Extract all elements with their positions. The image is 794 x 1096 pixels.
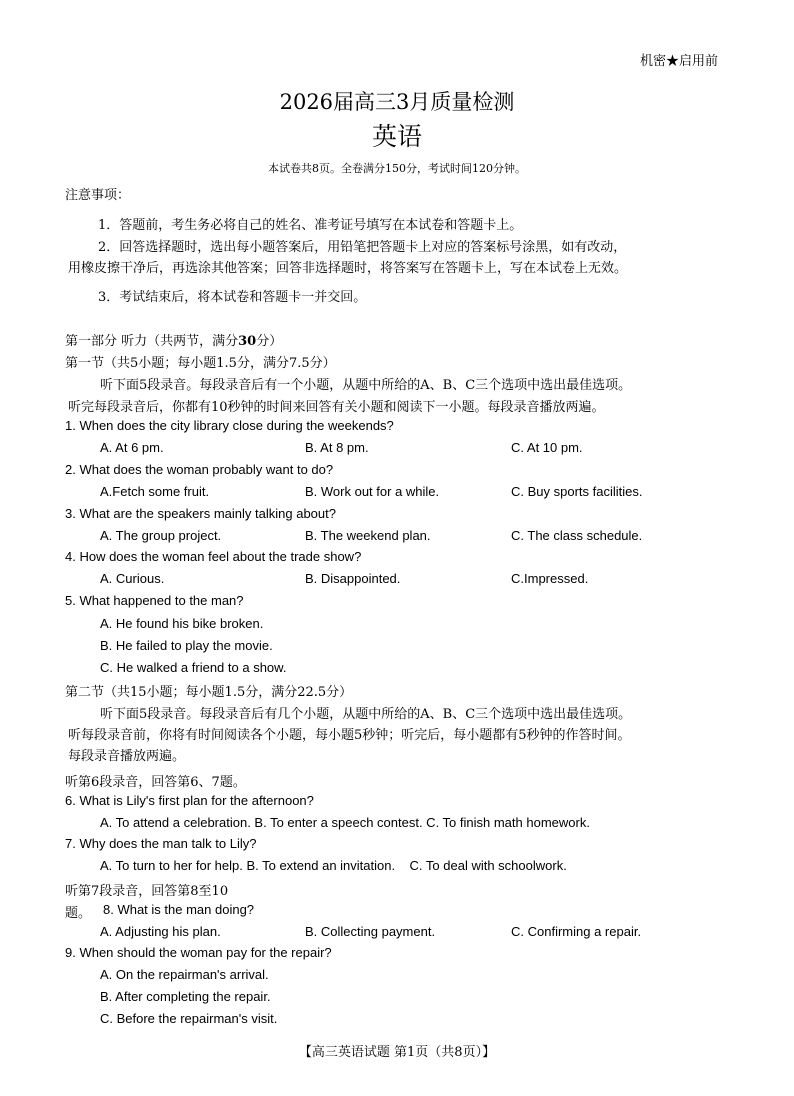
passage-7-intro-line-2: 题。: [65, 906, 92, 921]
question-4-stem: 4. How does the woman feel about the trade show?: [65, 549, 362, 564]
question-1-option-a: A. At 6 pm.: [100, 440, 164, 455]
question-7-stem: 7. Why does the man talk to Lily?: [65, 836, 257, 851]
notice-item-2-line-1: 2．回答选择题时，选出每小题答案后，用铅笔把答题卡上对应的答案标号涂黑，如有改动，: [98, 240, 627, 255]
section1-instruction-line-2: 听完每段录音后，你都有10秒钟的时间来回答有关小题和阅读下一小题。每段录音播放两遍。: [68, 400, 605, 415]
exam-info: 本试卷共8页。全卷满分150分，考试时间120分钟。: [268, 162, 526, 175]
subject-title: 英语: [371, 122, 422, 151]
notice-item-1: 1．答题前，考生务必将自己的姓名、准考证号填写在本试卷和答题卡上。: [98, 218, 523, 233]
section2-heading: 第二节（共15小题；每小题1.5分，满分22.5分）: [65, 685, 353, 700]
question-6-stem: 6. What is Lily's first plan for the afternoon?: [65, 793, 314, 808]
question-7-options: A. To turn to her for help. B. To extend an invitation. C. To deal with schoolwork.: [100, 858, 567, 873]
question-9-option-b: B. After completing the repair.: [100, 989, 271, 1004]
question-5-option-b: B. He failed to play the movie.: [100, 638, 273, 653]
notice-item-2-line-2: 用橡皮擦干净后，再选涂其他答案；回答非选择题时，将答案写在答题卡上，写在本试卷上无效。: [68, 261, 628, 276]
question-4-option-b: B. Disappointed.: [305, 571, 401, 586]
question-3-option-b: B. The weekend plan.: [305, 528, 431, 543]
passage-7-intro-line-1: 听第7段录音，回答第8至10: [65, 884, 229, 899]
question-2-option-c: C. Buy sports facilities.: [511, 484, 643, 499]
section2-instruction-line-3: 每段录音播放两遍。: [68, 749, 186, 764]
question-9-option-c: C. Before the repairman's visit.: [100, 1011, 278, 1026]
section1-instruction-line-1: 听下面5段录音。每段录音后有一个小题，从题中所给的A、B、C三个选项中选出最佳选项。: [100, 378, 632, 393]
question-3-option-c: C. The class schedule.: [511, 528, 643, 543]
section2-instruction-line-2: 听每段录音前，你将有时间阅读各个小题，每小题5秒钟；听完后，每小题都有5秒钟的作答时间。: [68, 728, 631, 743]
passage-6-intro: 听第6段录音，回答第6、7题。: [65, 775, 246, 790]
question-3-option-a: A. The group project.: [100, 528, 222, 543]
question-5-option-c: C. He walked a friend to a show.: [100, 660, 287, 675]
question-8-option-a: A. Adjusting his plan.: [100, 924, 221, 939]
question-5-option-a: A. He found his bike broken.: [100, 616, 264, 631]
question-1-option-c: C. At 10 pm.: [511, 440, 583, 455]
page-footer: 【高三英语试题 第1页（共8页）】: [298, 1045, 496, 1060]
question-9-stem: 9. When should the woman pay for the repair?: [65, 945, 332, 960]
part1-heading: 第一部分 听力（共两节，满分30分）: [65, 334, 283, 349]
notice-item-3: 3．考试结束后，将本试卷和答题卡一并交回。: [98, 290, 367, 305]
confidential-label: 机密★启用前: [640, 54, 719, 69]
question-2-option-a: A.Fetch some fruit.: [100, 484, 210, 499]
question-9-option-a: A. On the repairman's arrival.: [100, 967, 269, 982]
question-3-stem: 3. What are the speakers mainly talking about?: [65, 506, 336, 521]
question-1-stem: 1. When does the city library close during the weekends?: [65, 418, 394, 433]
section2-instruction-line-1: 听下面5段录音。每段录音后有几个小题，从题中所给的A、B、C三个选项中选出最佳选项。: [100, 707, 632, 722]
notice-heading: 注意事项：: [65, 188, 131, 203]
question-2-stem: 2. What does the woman probably want to do?: [65, 462, 334, 477]
question-8-option-b: B. Collecting payment.: [305, 924, 436, 939]
section1-heading: 第一节（共5小题；每小题1.5分，满分7.5分）: [65, 356, 336, 371]
question-1-option-b: B. At 8 pm.: [305, 440, 369, 455]
question-8-stem: 8. What is the man doing?: [103, 902, 255, 917]
exam-title: 2026届高三3月质量检测: [279, 90, 515, 114]
question-4-option-a: A. Curious.: [100, 571, 165, 586]
question-6-options: A. To attend a celebration. B. To enter a speech contest. C. To finish math homework.: [100, 815, 590, 830]
question-5-stem: 5. What happened to the man?: [65, 593, 244, 608]
question-4-option-c: C.Impressed.: [511, 571, 589, 586]
question-8-option-c: C. Confirming a repair.: [511, 924, 642, 939]
question-2-option-b: B. Work out for a while.: [305, 484, 440, 499]
